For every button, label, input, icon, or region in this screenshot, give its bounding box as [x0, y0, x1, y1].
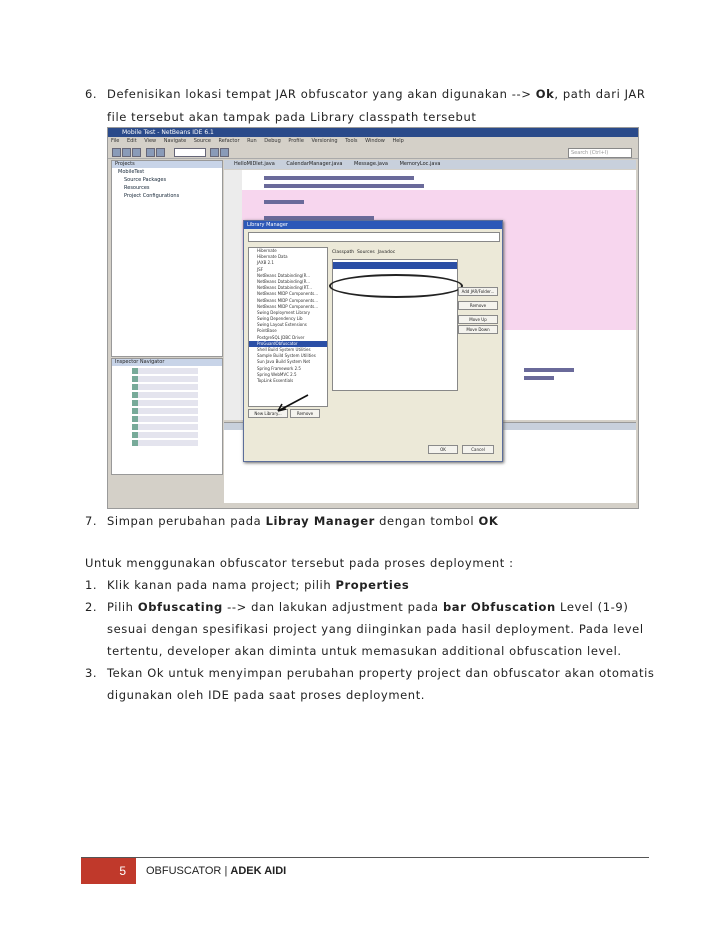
library-list-item: JSF — [257, 266, 264, 272]
editor-tab: HelloMIDlet.java — [234, 161, 275, 167]
line-gutter — [224, 170, 242, 420]
nav-item — [132, 424, 198, 430]
item-2-number: 2. — [85, 600, 98, 614]
move-up-button: Move Up — [458, 315, 498, 324]
library-list-item: NetBeans Databinding(RT... — [257, 285, 312, 291]
library-list-item: Sample Build System Utilities — [257, 353, 316, 359]
library-list-item: PointBase — [257, 328, 277, 334]
library-list-item: JAXB 2.1 — [257, 260, 274, 266]
tree-item: Source Packages — [124, 177, 167, 183]
nav-item — [132, 416, 198, 422]
nav-item — [132, 384, 198, 390]
library-list-item: Swing Layout Extensions — [257, 322, 307, 328]
step-7-text: Simpan perubahan pada Libray Manager dengan tombol OK — [107, 514, 499, 528]
code-line — [264, 176, 414, 180]
menu-item: Profile — [288, 138, 304, 144]
menu-item: Run — [247, 138, 257, 144]
cancel-button: Cancel — [462, 445, 494, 454]
editor-tab: CalendarManager.java — [286, 161, 343, 167]
nav-item — [132, 408, 198, 414]
page-number: 5 — [81, 858, 136, 884]
dialog-title: Library Manager — [244, 221, 502, 229]
menu-item: Debug — [264, 138, 281, 144]
library-list-item: NetBeans MIDP Components... — [257, 291, 319, 297]
nav-item — [132, 392, 198, 398]
toolbar — [108, 146, 638, 159]
menu-item: Tools — [345, 138, 358, 144]
library-list-item: Spring Framework 2.5 — [257, 365, 301, 371]
item-2-line-2: sesuai dengan spesifikasi project yang diinginkan pada hasil deployment. Pada level — [107, 622, 644, 636]
menu-item: Versioning — [311, 138, 338, 144]
tab-javadoc: Javadoc — [377, 250, 396, 255]
library-list-item: Sun Java Build System Net — [257, 359, 311, 365]
library-list-item: Hibernate — [257, 248, 277, 253]
step-6-number: 6. — [85, 87, 98, 101]
library-list-item: Swing Deployment Library — [257, 309, 310, 315]
library-list — [248, 247, 328, 407]
navigator-panel — [111, 358, 223, 475]
editor-tab: Message.java — [354, 161, 388, 167]
jar-path-entry — [333, 262, 457, 269]
remove-jar-button: Remove — [458, 301, 498, 310]
tree-item: Resources — [124, 185, 150, 191]
menu-item: View — [144, 138, 157, 144]
library-manager-dialog — [243, 220, 503, 462]
build-icon — [210, 148, 219, 157]
remove-library-button: Remove — [290, 409, 320, 418]
menu-item: Source — [193, 138, 211, 144]
nav-item — [132, 440, 198, 446]
save-icon — [132, 148, 141, 157]
code-line — [524, 376, 554, 380]
tree-item: Project Configurations — [124, 193, 180, 199]
step-6-line-1: Defenisikan lokasi tempat JAR obfuscator yang akan digunakan --> Ok, path dari JAR — [107, 87, 646, 101]
code-line — [264, 200, 304, 204]
menu-item: Refactor — [218, 138, 240, 144]
menu-item: Edit — [126, 138, 137, 144]
library-list-item: TopLink Essentials — [257, 377, 294, 383]
item-3-line-2: digunakan oleh IDE pada saat proses deployment. — [107, 688, 426, 702]
move-down-button: Move Down — [458, 325, 498, 334]
library-list-item: PostgreSQL JDBC Driver — [257, 334, 305, 340]
menu-item: Navigate — [163, 138, 187, 144]
editor-tabs — [224, 160, 636, 169]
hand-drawn-circle — [329, 274, 463, 298]
nav-item — [132, 400, 198, 406]
redo-icon — [156, 148, 165, 157]
menu-item: Help — [392, 138, 404, 144]
classpath-tabs — [332, 249, 462, 257]
config-select-icon — [174, 148, 206, 157]
code-line — [264, 184, 424, 188]
item-3-line-1: Tekan Ok untuk menyimpan perubahan property project dan obfuscator akan otomatis — [107, 666, 655, 680]
nav-item — [132, 368, 198, 374]
menu-item: File — [111, 138, 120, 144]
editor-tab: MemoryLoc.java — [399, 161, 441, 167]
open-icon — [122, 148, 131, 157]
nav-item — [132, 376, 198, 382]
footer-title: OBFUSCATOR | ADEK AIDI — [146, 865, 287, 877]
library-list-item: NetBeans MIDP Components... — [257, 303, 319, 309]
item-3-number: 3. — [85, 666, 98, 680]
library-list-item: Shell Build System Utilities — [257, 347, 311, 352]
step-7-number: 7. — [85, 514, 98, 528]
nav-item — [132, 432, 198, 438]
undo-icon — [146, 148, 155, 157]
library-list-item: Spring WebMVC 2.5 — [257, 371, 297, 377]
new-file-icon — [112, 148, 121, 157]
library-list-item: NetBeans MIDP Components... — [257, 297, 319, 303]
step-6-line-2: file tersebut akan tampak pada Library classpath tersebut — [107, 110, 477, 124]
item-1-number: 1. — [85, 578, 98, 592]
library-list-item: NetBeans Databinding(R... — [257, 278, 311, 284]
project-tree — [112, 168, 222, 200]
menu-item: Window — [365, 138, 385, 144]
hand-drawn-arrow-icon — [272, 393, 312, 415]
tab-sources: Sources — [356, 250, 375, 255]
library-list-item: NetBeans Databinding(R... — [257, 272, 311, 278]
search-input: Search (Ctrl+I) — [568, 148, 632, 158]
menu-bar — [108, 137, 638, 146]
tab-classpath: Classpath — [332, 250, 355, 255]
library-list-item: Hibernate Data — [257, 254, 288, 260]
item-1-text: Klik kanan pada nama project; pilih Properties — [107, 578, 410, 592]
projects-panel-title: Projects — [112, 161, 222, 168]
tree-item: MobileTest — [118, 169, 145, 175]
library-list-item: Swing Dependency Lib — [257, 316, 303, 322]
new-library-button: New Library... — [248, 409, 288, 418]
projects-panel — [111, 160, 223, 357]
run-icon — [220, 148, 229, 157]
window-title-bar: Mobile Test - NetBeans IDE 6.1 — [108, 128, 638, 137]
add-jar-folder-button: Add JAR/Folder... — [458, 287, 498, 296]
code-line — [524, 368, 574, 372]
item-2-line-1: Pilih Obfuscating --> dan lakukan adjustment pada bar Obfuscation Level (1-9) — [107, 600, 629, 614]
deployment-intro: Untuk menggunakan obfuscator tersebut pada proses deployment : — [85, 556, 514, 570]
library-location-field — [248, 232, 500, 242]
navigator-panel-title: Inspector Navigator — [112, 359, 222, 366]
ok-button: OK — [428, 445, 458, 454]
item-2-line-3: tertentu, developer akan diminta untuk memasukan additional obfuscation level. — [107, 644, 622, 658]
library-list-item-selected: ProGuardObfuscator — [249, 341, 327, 347]
